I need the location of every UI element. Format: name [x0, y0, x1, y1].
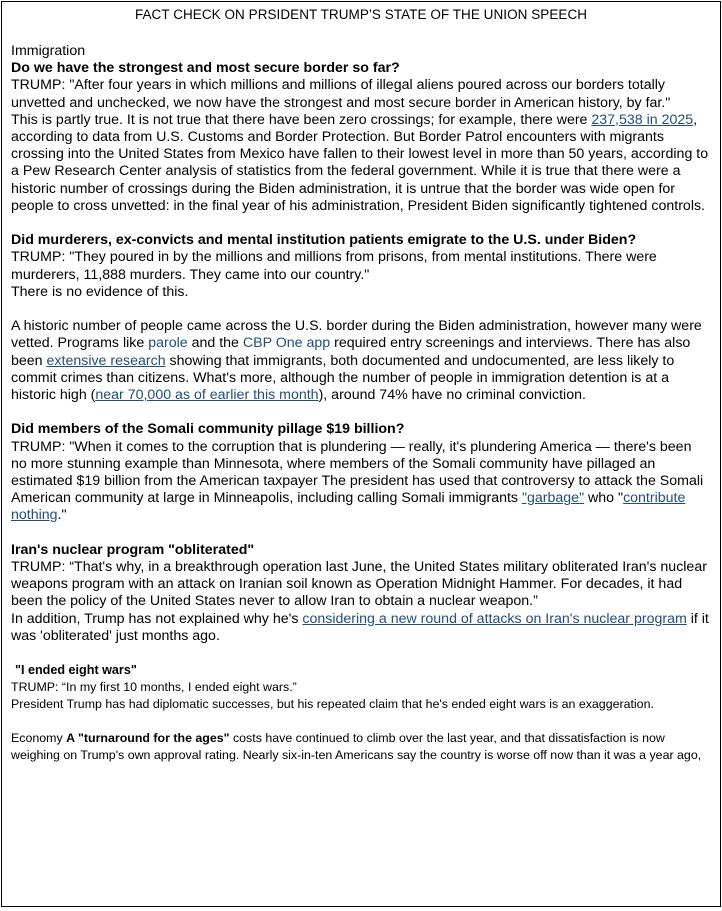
iran-text-b: if it was 'obliterated' just months ago. — [11, 610, 709, 644]
detail-text-b: and the — [187, 335, 243, 352]
section-label-immigration: Immigration — [11, 43, 86, 59]
link-near-70000[interactable]: near 70,000 as of earlier this month — [95, 387, 319, 404]
claim-heading-somali: Did members of the Somali community pillage $19 billion? — [11, 421, 405, 438]
claim-heading-eight-wars: "I ended eight wars" — [15, 663, 137, 678]
iran-text-a: In addition, Trump has not explained why he's — [11, 610, 303, 627]
economy-text: costs have continued to climb over the last year, and that dissatisfaction is now weighing on Trump's own approval rating. Nearly six-in-ten Americans say the country is worse off now than it was a year ago, — [11, 731, 702, 763]
claim-heading-economy: A "turnaround for the ages" — [66, 731, 230, 746]
claim-heading-border: Do we have the strongest and most secure border so far? — [11, 60, 400, 77]
economy-label: Economy — [11, 731, 67, 746]
fact-check-border-text-b: , according to data from U.S. Customs and Border Protection. But Border Patrol encounters with migrants crossing into the United States from Mexico have fallen to their lowest level in more than 50 years, according to a Pew Research Center analysis of statistics from the federal government. While it is true that there were a historic number of crossings during the Biden administration, it is untrue that the border was wide open for people to cross unvetted: in the final year of his administration, President Biden significantly tightened controls. — [11, 111, 709, 214]
somali-text-c: ." — [57, 507, 67, 524]
link-cbp-one-app[interactable]: CBP One app — [242, 335, 331, 352]
fact-check-murderers: There is no evidence of this. — [11, 283, 189, 300]
fact-check-iran — [11, 611, 711, 645]
detail-text-e: ), around 74% have no criminal conviction. — [318, 387, 586, 404]
claim-heading-murderers: Did murderers, ex-convicts and mental institution patients emigrate to the U.S. under Biden? — [11, 232, 637, 249]
link-garbage[interactable]: "garbage" — [521, 490, 585, 507]
link-extensive-research[interactable]: extensive research — [46, 352, 166, 369]
detail-text-a: A historic number of people came across the U.S. border during the Biden administration, however many were vetted. Programs like — [11, 318, 702, 352]
document-page — [1, 1, 721, 907]
somali-text-b: who " — [584, 490, 624, 507]
detail-text-d: showing that immigrants, both documented and undocumented, are less likely to commit crimes than citizens. What's more, although the number of people in immigration detention is at a historic high ( — [11, 352, 675, 404]
economy-paragraph — [11, 730, 711, 764]
detail-text-c: required entry screenings and interviews. There has also been — [11, 335, 691, 369]
fact-check-murderers-detail — [11, 318, 711, 404]
trump-quote-murderers: TRUMP: "They poured in by the millions and millions from prisons, from mental institutions. There were murderers, 11,888 murders. They came into our country." — [11, 249, 657, 283]
claim-heading-iran: Iran's nuclear program "obliterated" — [11, 541, 255, 558]
fact-check-eight-wars: President Trump has had diplomatic successes, but his repeated claim that he's ended eight wars is an exaggeration. — [11, 697, 654, 712]
trump-quote-iran: TRUMP: “That's why, in a breakthrough operation last June, the United States military obliterated Iran's nuclear weapons program with an attack on Iranian soil known as Operation Midnight Hammer. For decades, it had been the policy of the United States never to allow Iran to obtain a nuclear weapon.” — [11, 559, 707, 610]
trump-quote-somali — [11, 439, 711, 525]
page-title: FACT CHECK ON PRSIDENT TRUMP’S STATE OF THE UNION SPEECH — [134, 7, 588, 22]
fact-check-border — [11, 112, 711, 215]
link-new-round-of-attacks[interactable]: considering a new round of attacks on Iran's nuclear program — [302, 610, 687, 627]
fact-check-border-text-a: This is partly true. It is not true that there have been zero crossings; for example, there were — [11, 111, 592, 128]
link-237538-in-2025[interactable]: 237,538 in 2025 — [591, 111, 694, 128]
link-parole[interactable]: parole — [148, 335, 188, 352]
link-contribute-nothing[interactable]: contribute nothing — [11, 490, 686, 524]
trump-quote-border: TRUMP: "After four years in which millions and millions of illegal aliens poured across our borders totally unvetted and unchecked, we now have the strongest and most secure border in American history, by far." — [11, 77, 671, 111]
somali-text-a: TRUMP: "When it comes to the corruption that is plundering — really, it's plundering America — there's been no more stunning example than Minnesota, where members of the Somali community have pillaged an estimated $19 billion from the American taxpayer The president has used that controversy to attack the Somali American community at large in Minneapolis, including calling Somali immigrants — [11, 438, 704, 507]
trump-quote-eight-wars: TRUMP: “In my first 10 months, I ended eight wars.” — [11, 680, 297, 695]
